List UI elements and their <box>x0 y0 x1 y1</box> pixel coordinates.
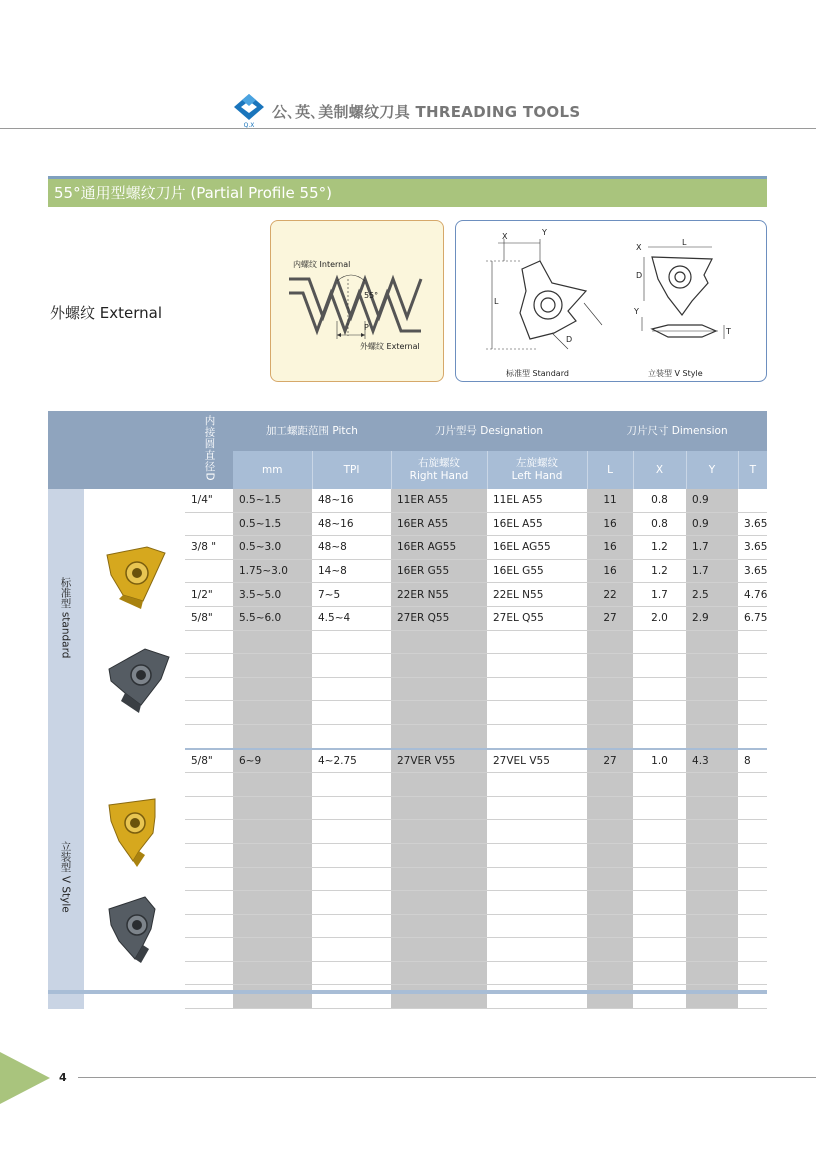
y-cell: 4.3 <box>686 749 738 773</box>
x-cell: 2.0 <box>633 606 686 630</box>
left-hand-cell: 22EL N55 <box>487 583 587 607</box>
y-cell: 1.7 <box>686 559 738 583</box>
x-cell: 1.0 <box>633 749 686 773</box>
left-hand-header: 左旋螺纹 Left Hand <box>487 451 587 489</box>
l-cell: 11 <box>587 489 633 512</box>
y-cell: 0.9 <box>686 512 738 536</box>
t-cell: 6.75 <box>738 606 767 630</box>
d-cell: 5/8" <box>185 606 233 630</box>
l-cell: 27 <box>587 749 633 773</box>
y-cell: 2.5 <box>686 583 738 607</box>
header-blank <box>48 411 185 489</box>
header-title: 公､英､美制螺纹刀具 THREADING TOOLS <box>272 103 581 121</box>
left-hand-cell: 27VEL V55 <box>487 749 587 773</box>
v-dim-t-label: T <box>726 327 731 336</box>
table-row <box>48 489 767 512</box>
standard-caption: 标准型 Standard <box>506 369 569 378</box>
x-cell: 1.2 <box>633 559 686 583</box>
t-cell: 3.65 <box>738 559 767 583</box>
group-vstyle-label: 立装型 V Style <box>48 749 84 1009</box>
l-cell: 16 <box>587 559 633 583</box>
vstyle-caption: 立装型 V Style <box>648 369 703 378</box>
l-cell: 16 <box>587 536 633 560</box>
tpi-cell: 4~2.75 <box>312 749 391 773</box>
vstyle-insert-images <box>84 749 185 1009</box>
mm-cell: 3.5~5.0 <box>233 583 312 607</box>
x-header: X <box>633 451 686 489</box>
tpi-cell: 4.5~4 <box>312 606 391 630</box>
t-cell: 3.65 <box>738 536 767 560</box>
table-row <box>48 749 767 773</box>
insert-spec-table <box>48 411 767 1009</box>
internal-label: 内螺纹 Internal <box>293 260 351 269</box>
dim-d-label: D <box>566 335 573 344</box>
right-hand-cell: 27VER V55 <box>391 749 487 773</box>
l-header: L <box>587 451 633 489</box>
right-hand-cell: 22ER N55 <box>391 583 487 607</box>
l-cell: 16 <box>587 512 633 536</box>
external-thread-label: 外螺纹 External <box>360 342 420 351</box>
left-hand-cell: 27EL Q55 <box>487 606 587 630</box>
x-cell: 0.8 <box>633 512 686 536</box>
l-cell: 27 <box>587 606 633 630</box>
mm-header: mm <box>233 451 312 489</box>
thread-profile-drawing <box>271 221 443 381</box>
right-hand-cell: 27ER Q55 <box>391 606 487 630</box>
footer-triangle <box>0 1052 50 1104</box>
mm-cell: 1.75~3.0 <box>233 559 312 583</box>
angle-label: 55° <box>364 291 379 300</box>
left-hand-cell: 16EL A55 <box>487 512 587 536</box>
left-hand-cell: 16EL G55 <box>487 559 587 583</box>
v-dim-d-label: D <box>636 271 643 280</box>
page-number: 4 <box>59 1071 67 1084</box>
thread-profile-diagram <box>270 220 444 382</box>
header-divider <box>0 128 816 129</box>
insert-dimension-diagram <box>455 220 767 382</box>
dim-l-label: L <box>494 297 499 306</box>
d-cell <box>185 559 233 583</box>
d-cell: 1/4" <box>185 489 233 512</box>
vstyle-insert-icon <box>95 777 175 977</box>
y-header: Y <box>686 451 738 489</box>
mm-cell: 6~9 <box>233 749 312 773</box>
tpi-cell: 48~8 <box>312 536 391 560</box>
designation-header: 刀片型号 Designation <box>391 411 587 451</box>
t-header: T <box>738 451 767 489</box>
left-hand-cell: 11EL A55 <box>487 489 587 512</box>
mm-cell: 5.5~6.0 <box>233 606 312 630</box>
right-hand-cell: 11ER A55 <box>391 489 487 512</box>
y-cell: 2.9 <box>686 606 738 630</box>
t-cell: 8 <box>738 749 767 773</box>
left-hand-cell: 16EL AG55 <box>487 536 587 560</box>
right-hand-cell: 16ER G55 <box>391 559 487 583</box>
insert-dimension-drawing <box>456 221 766 381</box>
y-cell: 0.9 <box>686 489 738 512</box>
mm-cell: 0.5~1.5 <box>233 489 312 512</box>
mm-cell: 0.5~1.5 <box>233 512 312 536</box>
pitch-header: 加工螺距范围 Pitch <box>233 411 391 451</box>
d-column-header: 内接圆直径D <box>185 411 233 489</box>
l-cell: 22 <box>587 583 633 607</box>
dim-x-label: X <box>502 232 508 241</box>
x-cell: 1.7 <box>633 583 686 607</box>
t-cell <box>738 489 767 512</box>
table-header-row <box>48 411 767 451</box>
tpi-cell: 48~16 <box>312 512 391 536</box>
v-dim-l-label: L <box>682 238 687 247</box>
right-hand-cell: 16ER A55 <box>391 512 487 536</box>
table-bottom-border <box>48 990 767 994</box>
section-title: 55°通用型螺纹刀片 (Partial Profile 55°) <box>54 184 332 202</box>
t-cell: 3.65 <box>738 512 767 536</box>
tpi-cell: 14~8 <box>312 559 391 583</box>
x-cell: 1.2 <box>633 536 686 560</box>
standard-insert-icon <box>95 517 175 717</box>
external-label: 外螺纹 External <box>50 304 163 322</box>
footer-divider <box>78 1077 816 1078</box>
company-logo <box>232 92 266 128</box>
d-cell: 3/8 " <box>185 536 233 560</box>
tpi-header: TPI <box>312 451 391 489</box>
y-cell: 1.7 <box>686 536 738 560</box>
tpi-cell: 7~5 <box>312 583 391 607</box>
d-cell: 5/8" <box>185 749 233 773</box>
right-hand-header: 右旋螺纹 Right Hand <box>391 451 487 489</box>
x-cell: 0.8 <box>633 489 686 512</box>
dim-y-label: Y <box>542 228 547 237</box>
standard-insert-images <box>84 489 185 749</box>
mm-cell: 0.5~3.0 <box>233 536 312 560</box>
d-cell: 1/2" <box>185 583 233 607</box>
group-standard-label: 标准型 standard <box>48 489 84 749</box>
right-hand-cell: 16ER AG55 <box>391 536 487 560</box>
logo-text: Q.X <box>243 122 255 128</box>
t-cell: 4.76 <box>738 583 767 607</box>
v-dim-y-label: Y <box>634 307 639 316</box>
pitch-label: P <box>364 323 369 332</box>
tpi-cell: 48~16 <box>312 489 391 512</box>
d-cell <box>185 512 233 536</box>
dimension-header: 刀片尺寸 Dimension <box>587 411 767 451</box>
v-dim-x-label: X <box>636 243 642 252</box>
